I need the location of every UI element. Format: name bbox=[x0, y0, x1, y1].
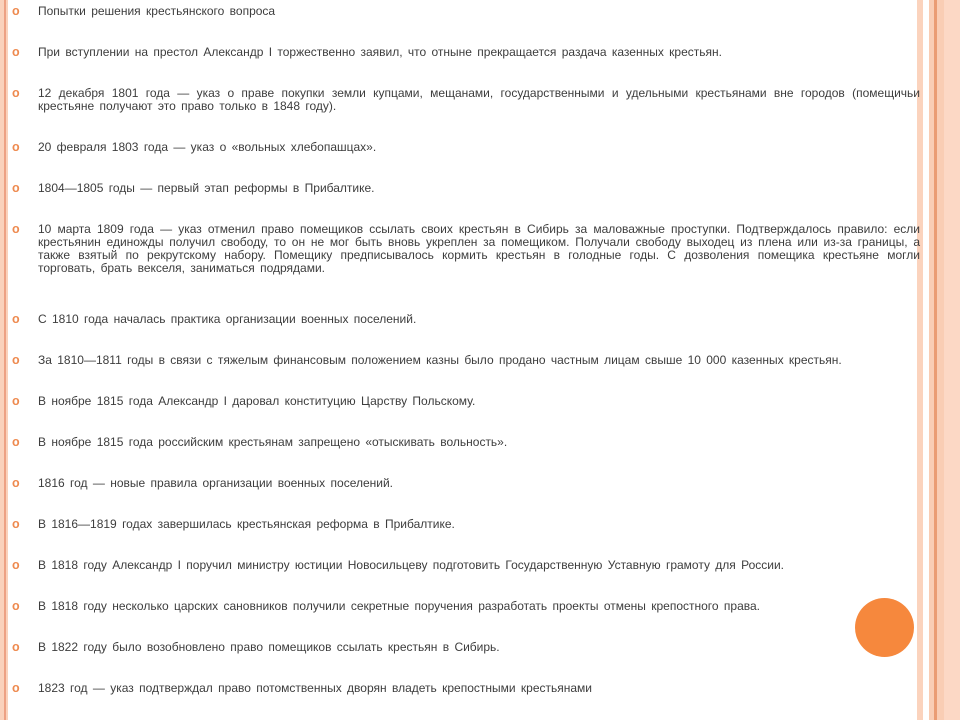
list-item bbox=[8, 5, 920, 18]
bullet-icon: o bbox=[12, 640, 20, 654]
list-item bbox=[8, 395, 920, 408]
bullet-icon: o bbox=[12, 558, 20, 572]
left-border-accent-line bbox=[4, 0, 6, 720]
bullet-icon: o bbox=[12, 86, 20, 100]
bullet-icon: o bbox=[12, 45, 20, 59]
bullet-icon: o bbox=[12, 353, 20, 367]
list-item bbox=[8, 600, 920, 613]
right-border-accent-line bbox=[934, 0, 937, 720]
bullet-text: В ноябре 1815 года российским крестьянам запрещено «отыскивать вольность». bbox=[38, 435, 508, 449]
bullet-icon: o bbox=[12, 181, 20, 195]
list-item bbox=[8, 313, 920, 326]
bullet-icon: o bbox=[12, 599, 20, 613]
list-item bbox=[8, 46, 920, 59]
list-item bbox=[8, 477, 920, 490]
list-item bbox=[8, 87, 920, 113]
bullet-text: В 1822 году было возобновлено право помещиков ссылать крестьян в Сибирь. bbox=[38, 640, 500, 654]
list-item bbox=[8, 223, 920, 275]
left-border-stripe bbox=[0, 0, 8, 720]
bullet-icon: o bbox=[12, 394, 20, 408]
bullet-text: В ноябре 1815 года Александр I даровал конституцию Царству Польскому. bbox=[38, 394, 476, 408]
bullet-text: Попытки решения крестьянского вопроса bbox=[38, 4, 276, 18]
bullet-icon: o bbox=[12, 140, 20, 154]
right-border-band bbox=[929, 0, 960, 720]
bullet-icon: o bbox=[12, 476, 20, 490]
bullet-text: 1804—1805 годы — первый этап реформы в Прибалтике. bbox=[38, 181, 375, 195]
bullet-text: За 1810—1811 годы в связи с тяжелым финансовым положением казны было продано частным лицам свыше 10 000 казенных крестьян. bbox=[38, 353, 842, 367]
list-item bbox=[8, 641, 920, 654]
bullet-list bbox=[8, 5, 920, 695]
list-item bbox=[8, 559, 920, 572]
right-border-light-stripe bbox=[944, 0, 960, 720]
bullet-icon: o bbox=[12, 312, 20, 326]
list-item bbox=[8, 354, 920, 367]
bullet-text: 20 февраля 1803 года — указ о «вольных хлебопашцах». bbox=[38, 140, 377, 154]
bullet-text: 10 марта 1809 года — указ отменил право помещиков ссылать своих крестьян в Сибирь за маловажные проступки. Подтверждалось правило: если крестьянин единожды получил свободу, то он не мог быть вновь укреплен за помещиком. Получали свободу выходец из плена или из-за границы, а также взятый по рекрутскому набору. Помещику предписывалось кормить крестьян в голодные годы. С дозволения помещика крестьяне могли торговать, брать векселя, заниматься подрядами. bbox=[38, 222, 920, 275]
bullet-text: С 1810 года началась практика организации военных поселений. bbox=[38, 312, 417, 326]
bullet-text: 12 декабря 1801 года — указ о праве покупки земли купцами, мещанами, государственными и удельными крестьянами вне городов (помещичьи крестьяне получают это право только в 1848 году). bbox=[38, 86, 920, 113]
bullet-text: При вступлении на престол Александр I торжественно заявил, что отныне прекращается раздача казенных крестьян. bbox=[38, 45, 722, 59]
list-item bbox=[8, 141, 920, 154]
list-item bbox=[8, 182, 920, 195]
bullet-icon: o bbox=[12, 4, 20, 18]
list-item bbox=[8, 518, 920, 531]
bullet-icon: o bbox=[12, 435, 20, 449]
bullet-text: В 1818 году Александр I поручил министру юстиции Новосильцеву подготовить Государственную Уставную грамоту для России. bbox=[38, 558, 785, 572]
bullet-icon: o bbox=[12, 517, 20, 531]
bullet-icon: o bbox=[12, 222, 20, 236]
list-item bbox=[8, 682, 920, 695]
list-item bbox=[8, 436, 920, 449]
bullet-text: 1816 год — новые правила организации военных поселений. bbox=[38, 476, 394, 490]
bullet-icon: o bbox=[12, 681, 20, 695]
bullet-text: В 1816—1819 годах завершилась крестьянская реформа в Прибалтике. bbox=[38, 517, 455, 531]
bullet-text: 1823 год — указ подтверждал право потомственных дворян владеть крепостными крестьянами bbox=[38, 681, 593, 695]
bullet-text: В 1818 году несколько царских сановников получили секретные поручения разработать проекты отмены крепостного права. bbox=[38, 599, 761, 613]
